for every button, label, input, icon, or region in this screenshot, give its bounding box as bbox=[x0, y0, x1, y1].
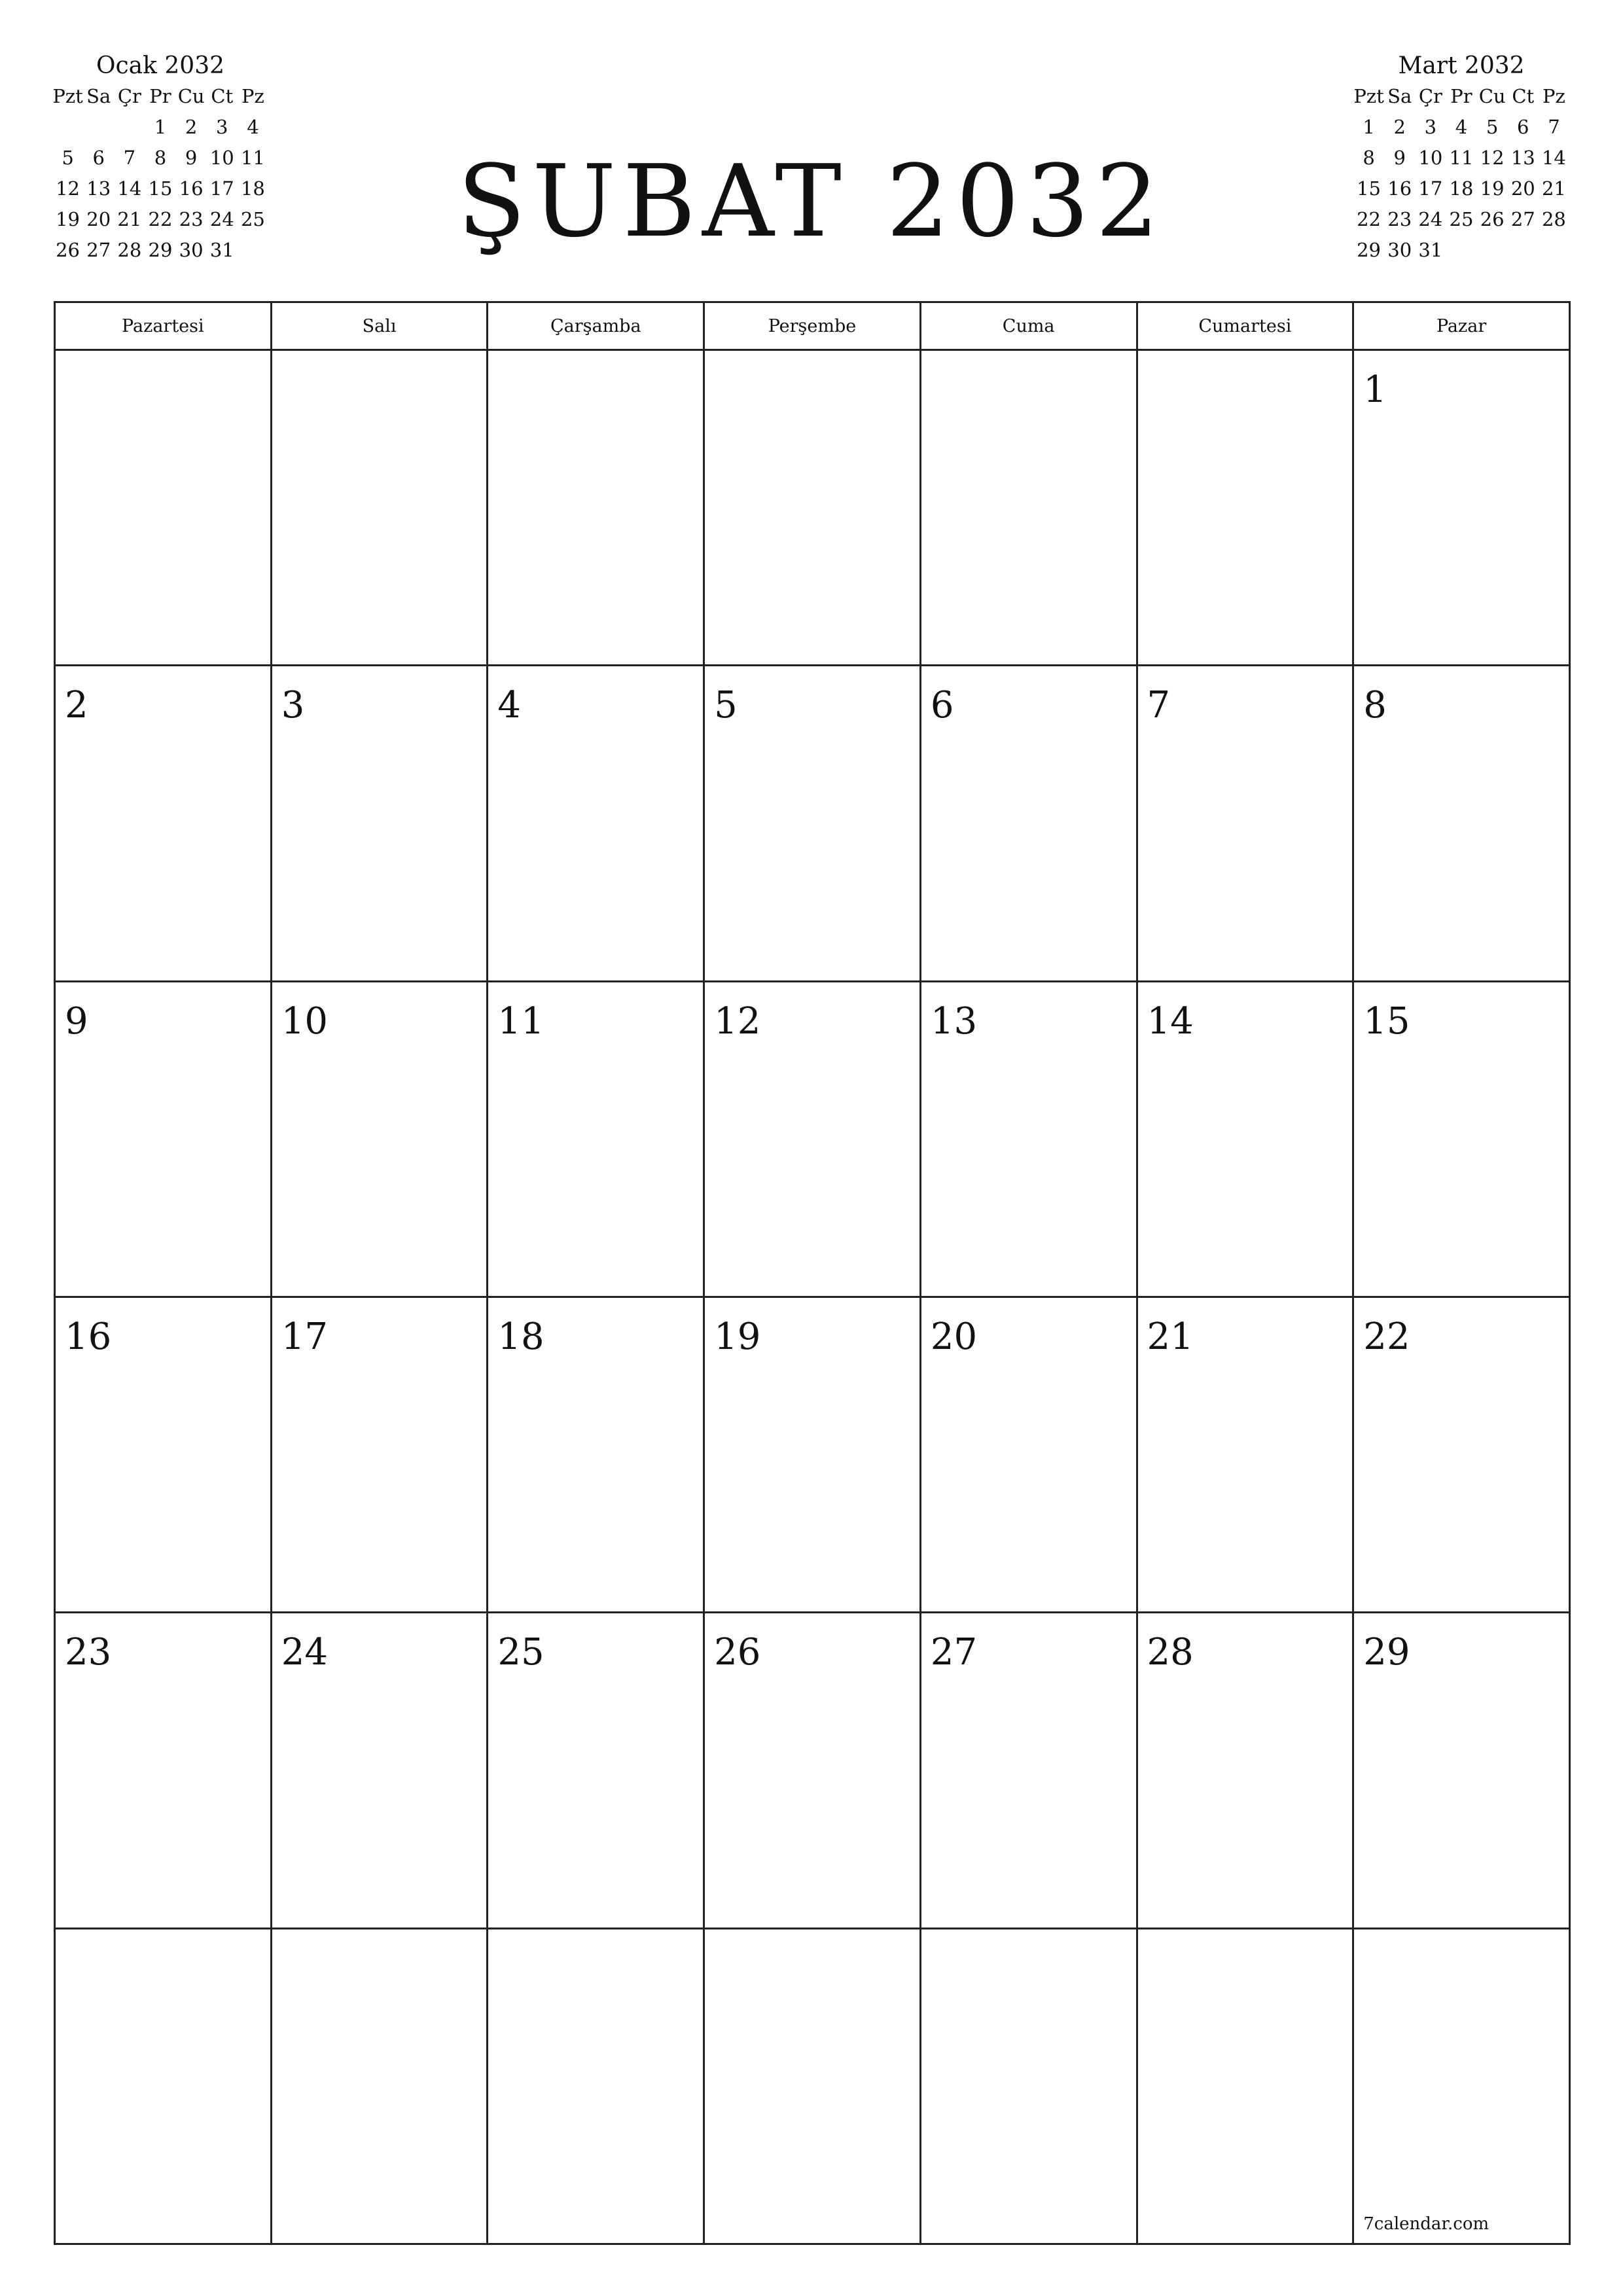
mini-calendar-day: 2 bbox=[1393, 116, 1406, 138]
mini-calendar-title: Ocak 2032 bbox=[96, 52, 224, 79]
mini-weekday-label: Çr bbox=[1418, 85, 1442, 107]
mini-calendar-day: 7 bbox=[123, 147, 136, 169]
mini-calendar-day bbox=[1477, 235, 1508, 266]
day-cell bbox=[55, 1928, 272, 2244]
week-row bbox=[55, 981, 1570, 1297]
mini-weekday-label: Cu bbox=[177, 85, 205, 107]
mini-calendar-day: 14 bbox=[1541, 147, 1566, 169]
day-number: 11 bbox=[497, 999, 544, 1043]
day-number: 24 bbox=[281, 1631, 328, 1674]
mini-calendar-week-row bbox=[1353, 204, 1569, 235]
mini-calendar-day: 11 bbox=[1449, 147, 1474, 169]
day-number: 10 bbox=[281, 999, 328, 1043]
mini-calendar-day: 27 bbox=[86, 239, 111, 261]
mini-calendar-day: 30 bbox=[179, 239, 204, 261]
mini-calendar-header-row bbox=[1353, 81, 1569, 112]
day-number bbox=[1354, 1929, 1569, 1949]
day-cell bbox=[1137, 1928, 1353, 2244]
mini-calendar-day: 31 bbox=[209, 239, 234, 261]
mini-calendar-week-row bbox=[1353, 143, 1569, 173]
day-number: 25 bbox=[497, 1631, 544, 1674]
mini-calendar-day: 2 bbox=[185, 116, 198, 138]
week-row bbox=[55, 666, 1570, 981]
day-number: 16 bbox=[65, 1315, 112, 1358]
day-number bbox=[56, 1929, 270, 1949]
mini-weekday-label: Pr bbox=[1450, 85, 1472, 107]
mini-calendar-day bbox=[114, 112, 145, 143]
page-title: ŞUBAT 2032 bbox=[457, 143, 1166, 259]
mini-weekday-label: Cu bbox=[1478, 85, 1506, 107]
mini-calendar-next-month bbox=[1353, 51, 1569, 266]
mini-calendar-week-row bbox=[1353, 235, 1569, 266]
mini-calendar-day: 22 bbox=[1357, 208, 1382, 230]
mini-calendar-day: 11 bbox=[240, 147, 265, 169]
day-number: 20 bbox=[930, 1315, 978, 1358]
mini-calendar-day: 8 bbox=[154, 147, 167, 169]
day-cell bbox=[920, 1613, 1137, 1928]
mini-calendar-day: 18 bbox=[1449, 177, 1474, 200]
month-grid-body bbox=[55, 350, 1570, 2244]
day-cell bbox=[1137, 1613, 1353, 1928]
day-cell bbox=[488, 350, 704, 666]
mini-calendar-day: 4 bbox=[1455, 116, 1468, 138]
mini-calendar-day: 16 bbox=[1387, 177, 1412, 200]
mini-calendar-day: 28 bbox=[117, 239, 142, 261]
mini-calendar-day: 20 bbox=[1510, 177, 1535, 200]
day-number bbox=[705, 1929, 919, 1949]
mini-calendar-day: 19 bbox=[56, 208, 80, 230]
day-number: 8 bbox=[1363, 684, 1387, 727]
day-cell bbox=[704, 666, 921, 981]
day-number: 17 bbox=[281, 1315, 328, 1358]
day-cell bbox=[55, 1613, 272, 1928]
mini-calendar-day: 18 bbox=[240, 177, 265, 200]
day-cell bbox=[1353, 1613, 1570, 1928]
mini-calendar-week-row bbox=[1353, 173, 1569, 204]
mini-weekday-label: Pzt bbox=[52, 85, 83, 107]
day-number: 21 bbox=[1147, 1315, 1194, 1358]
mini-weekday-label: Ct bbox=[1512, 85, 1535, 107]
day-cell bbox=[704, 350, 921, 666]
mini-calendar-day: 13 bbox=[1510, 147, 1535, 169]
day-number: 15 bbox=[1363, 999, 1410, 1043]
mini-calendar-table bbox=[1353, 81, 1569, 266]
week-row bbox=[55, 350, 1570, 666]
mini-calendar-day: 17 bbox=[209, 177, 234, 200]
mini-calendar-day: 12 bbox=[1480, 147, 1505, 169]
mini-calendar-day: 9 bbox=[1393, 147, 1406, 169]
day-cell bbox=[488, 981, 704, 1297]
mini-weekday-label: Pzt bbox=[1353, 85, 1384, 107]
day-cell bbox=[488, 1297, 704, 1612]
weekday-header: Cuma bbox=[920, 302, 1137, 350]
day-number bbox=[272, 1929, 487, 1949]
mini-calendar-day: 5 bbox=[62, 147, 74, 169]
day-number: 28 bbox=[1147, 1631, 1194, 1674]
mini-calendar-day: 29 bbox=[148, 239, 173, 261]
day-number bbox=[705, 351, 919, 370]
day-number bbox=[921, 1929, 1136, 1949]
mini-calendar-day: 4 bbox=[247, 116, 259, 138]
credit-text: 7calendar.com bbox=[1363, 2214, 1489, 2234]
mini-calendar-day: 3 bbox=[216, 116, 228, 138]
week-row bbox=[55, 1613, 1570, 1928]
day-number bbox=[56, 351, 270, 370]
day-cell bbox=[1137, 981, 1353, 1297]
day-cell bbox=[271, 1297, 488, 1612]
mini-weekday-label: Ct bbox=[211, 85, 234, 107]
day-cell bbox=[271, 1613, 488, 1928]
day-number: 1 bbox=[1363, 368, 1387, 411]
mini-calendar-day: 22 bbox=[148, 208, 173, 230]
day-number: 13 bbox=[930, 999, 978, 1043]
day-cell bbox=[55, 666, 272, 981]
day-number: 22 bbox=[1363, 1315, 1410, 1358]
weekday-header: Cumartesi bbox=[1137, 302, 1353, 350]
mini-calendar-day: 9 bbox=[185, 147, 198, 169]
day-cell bbox=[1353, 350, 1570, 666]
mini-calendar-day: 14 bbox=[117, 177, 142, 200]
mini-calendar-day: 10 bbox=[209, 147, 234, 169]
day-cell bbox=[1137, 350, 1353, 666]
mini-weekday-label: Çr bbox=[117, 85, 141, 107]
weekday-header-row bbox=[55, 302, 1570, 350]
day-cell bbox=[1353, 981, 1570, 1297]
mini-calendar-day: 15 bbox=[1357, 177, 1382, 200]
day-cell bbox=[55, 981, 272, 1297]
month-grid bbox=[54, 301, 1571, 2245]
mini-calendar-week-row bbox=[1353, 112, 1569, 143]
mini-calendar-day: 31 bbox=[1418, 239, 1443, 261]
day-cell bbox=[488, 666, 704, 981]
day-number: 14 bbox=[1147, 999, 1194, 1043]
day-number: 2 bbox=[65, 684, 88, 727]
mini-calendar-day bbox=[1446, 235, 1476, 266]
mini-calendar-day: 6 bbox=[1517, 116, 1529, 138]
mini-calendar-day bbox=[1539, 235, 1569, 266]
day-cell bbox=[55, 350, 272, 666]
day-cell bbox=[1137, 666, 1353, 981]
mini-calendar-day: 1 bbox=[154, 116, 167, 138]
weekday-header: Çarşamba bbox=[488, 302, 704, 350]
day-number: 7 bbox=[1147, 684, 1171, 727]
mini-calendar-day: 26 bbox=[1480, 208, 1505, 230]
day-cell bbox=[704, 1613, 921, 1928]
day-cell bbox=[704, 1297, 921, 1612]
mini-calendar-day: 20 bbox=[86, 208, 111, 230]
day-number bbox=[488, 351, 703, 370]
day-cell bbox=[55, 1297, 272, 1612]
day-number bbox=[272, 351, 487, 370]
day-cell bbox=[1137, 1297, 1353, 1612]
day-number: 23 bbox=[65, 1631, 112, 1674]
mini-calendar-day: 8 bbox=[1363, 147, 1375, 169]
day-number: 6 bbox=[930, 684, 954, 727]
day-cell bbox=[271, 1928, 488, 2244]
mini-calendar-day: 24 bbox=[1418, 208, 1443, 230]
mini-weekday-label: Pz bbox=[241, 85, 264, 107]
day-cell bbox=[271, 350, 488, 666]
day-cell bbox=[920, 981, 1137, 1297]
day-cell bbox=[920, 1297, 1137, 1612]
mini-calendar-day: 16 bbox=[179, 177, 204, 200]
day-cell bbox=[271, 666, 488, 981]
mini-calendar-day: 23 bbox=[1387, 208, 1412, 230]
day-cell bbox=[1353, 1928, 1570, 2244]
day-cell bbox=[271, 981, 488, 1297]
day-cell bbox=[488, 1613, 704, 1928]
mini-calendar-day: 25 bbox=[1449, 208, 1474, 230]
day-cell bbox=[704, 981, 921, 1297]
mini-calendar-day: 7 bbox=[1548, 116, 1560, 138]
mini-calendar-header-row bbox=[52, 81, 268, 112]
mini-calendar-day: 25 bbox=[240, 208, 265, 230]
mini-calendar-week-row bbox=[52, 112, 268, 143]
mini-calendar-day: 12 bbox=[56, 177, 80, 200]
mini-calendar-day: 3 bbox=[1424, 116, 1437, 138]
day-number: 5 bbox=[714, 684, 738, 727]
mini-calendar-day: 1 bbox=[1363, 116, 1375, 138]
day-number bbox=[488, 1929, 703, 1949]
day-cell bbox=[488, 1928, 704, 2244]
day-cell bbox=[1353, 1297, 1570, 1612]
mini-calendar-day: 28 bbox=[1541, 208, 1566, 230]
day-number: 3 bbox=[281, 684, 305, 727]
day-number: 4 bbox=[497, 684, 522, 727]
mini-calendar-day: 21 bbox=[117, 208, 142, 230]
day-number: 19 bbox=[714, 1315, 761, 1358]
mini-calendar-day: 19 bbox=[1480, 177, 1505, 200]
mini-weekday-label: Pr bbox=[149, 85, 171, 107]
day-number: 9 bbox=[65, 999, 88, 1043]
mini-calendar-day: 21 bbox=[1541, 177, 1566, 200]
day-cell bbox=[1353, 666, 1570, 981]
day-number bbox=[1138, 351, 1353, 370]
mini-calendar-day: 5 bbox=[1486, 116, 1499, 138]
day-cell bbox=[920, 1928, 1137, 2244]
mini-calendar-day: 23 bbox=[179, 208, 204, 230]
mini-calendar-day bbox=[83, 112, 114, 143]
mini-calendar-day: 6 bbox=[92, 147, 105, 169]
day-number: 27 bbox=[930, 1631, 978, 1674]
weekday-header: Pazartesi bbox=[55, 302, 272, 350]
mini-weekday-label: Pz bbox=[1543, 85, 1565, 107]
day-number: 26 bbox=[714, 1631, 761, 1674]
mini-calendar-day: 24 bbox=[209, 208, 234, 230]
day-cell bbox=[920, 666, 1137, 981]
mini-weekday-label: Sa bbox=[1387, 85, 1412, 107]
mini-calendar-day: 30 bbox=[1387, 239, 1412, 261]
day-number bbox=[1138, 1929, 1353, 1949]
mini-calendar-day: 29 bbox=[1357, 239, 1382, 261]
day-cell bbox=[920, 350, 1137, 666]
mini-calendar-title: Mart 2032 bbox=[1398, 52, 1525, 79]
mini-calendar-day: 13 bbox=[86, 177, 111, 200]
day-number: 18 bbox=[497, 1315, 544, 1358]
mini-calendar-day: 27 bbox=[1510, 208, 1535, 230]
weekday-header: Pazar bbox=[1353, 302, 1570, 350]
day-number bbox=[921, 351, 1136, 370]
mini-weekday-label: Sa bbox=[86, 85, 111, 107]
mini-calendar-day: 17 bbox=[1418, 177, 1443, 200]
day-number: 12 bbox=[714, 999, 761, 1043]
day-number: 29 bbox=[1363, 1631, 1410, 1674]
day-cell bbox=[704, 1928, 921, 2244]
mini-calendar-day bbox=[1508, 235, 1539, 266]
mini-calendar-body bbox=[1353, 112, 1569, 266]
mini-calendar-day bbox=[52, 112, 83, 143]
mini-calendar-day: 15 bbox=[148, 177, 173, 200]
weekday-header: Salı bbox=[271, 302, 488, 350]
week-row bbox=[55, 1928, 1570, 2244]
mini-calendar-day: 10 bbox=[1418, 147, 1443, 169]
week-row bbox=[55, 1297, 1570, 1612]
weekday-header: Perşembe bbox=[704, 302, 921, 350]
mini-calendar-day: 26 bbox=[56, 239, 80, 261]
